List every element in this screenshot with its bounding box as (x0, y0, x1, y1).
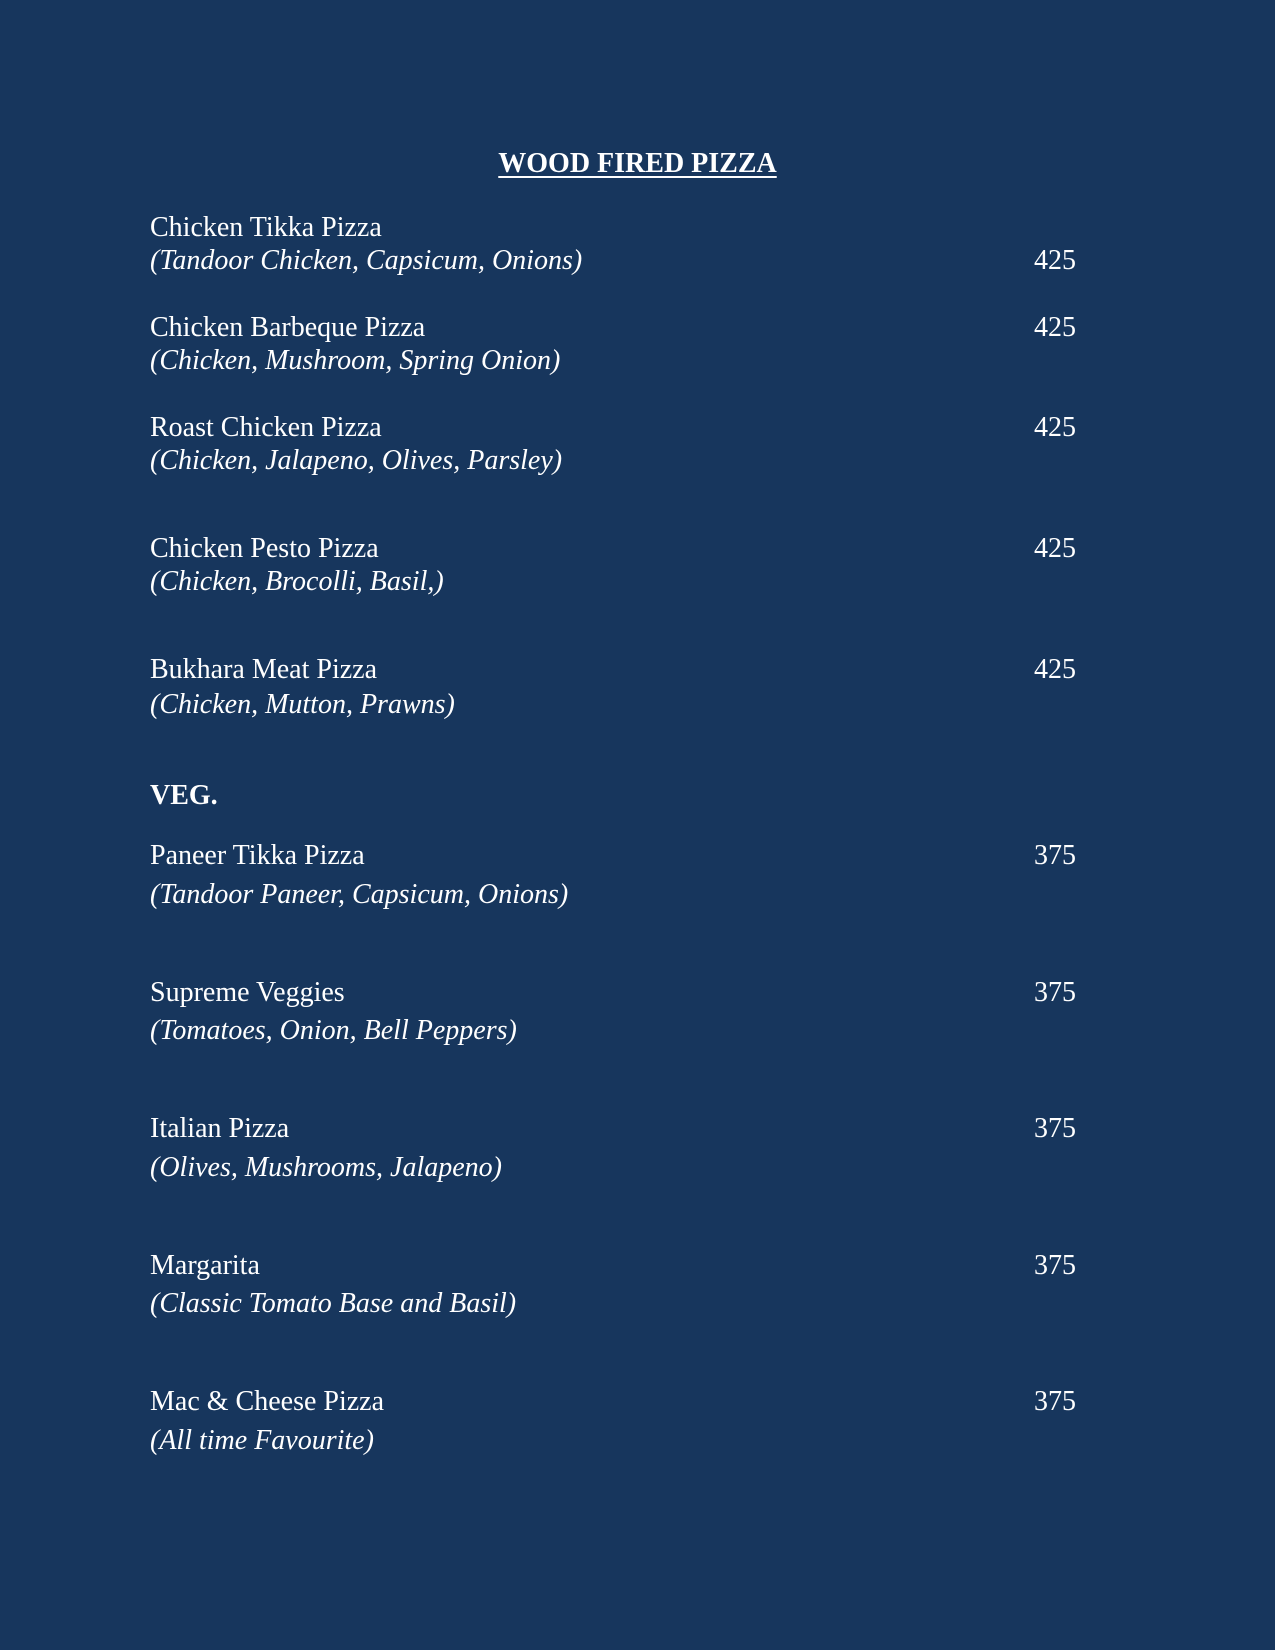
item-price: 425 (1034, 245, 1076, 276)
item-price: 375 (1034, 977, 1076, 1008)
item-name: Paneer Tikka Pizza (150, 840, 365, 871)
veg-section-heading: VEG. (150, 780, 218, 811)
page-title: WOOD FIRED PIZZA (498, 148, 777, 179)
item-name: Mac & Cheese Pizza (150, 1386, 385, 1417)
item-description: (Tandoor Chicken, Capsicum, Onions) (150, 245, 583, 276)
item-description: (Olives, Mushrooms, Jalapeno) (150, 1152, 503, 1183)
item-price: 425 (1034, 654, 1076, 685)
item-price: 425 (1034, 412, 1076, 443)
item-description: (Chicken, Mushroom, Spring Onion) (150, 345, 561, 376)
item-price: 425 (1034, 533, 1076, 564)
item-price: 375 (1034, 1386, 1076, 1417)
item-price: 425 (1034, 312, 1076, 343)
item-description: (Tandoor Paneer, Capsicum, Onions) (150, 879, 569, 910)
item-name: Chicken Tikka Pizza (150, 212, 382, 243)
item-price: 375 (1034, 1250, 1076, 1281)
item-name: Margarita (150, 1250, 260, 1281)
item-description: (Tomatoes, Onion, Bell Peppers) (150, 1015, 517, 1046)
item-name: Supreme Veggies (150, 977, 345, 1008)
item-name: Italian Pizza (150, 1113, 290, 1144)
item-description: (Chicken, Brocolli, Basil,) (150, 566, 444, 597)
item-price: 375 (1034, 840, 1076, 871)
item-price: 375 (1034, 1113, 1076, 1144)
item-name: Roast Chicken Pizza (150, 412, 382, 443)
item-name: Chicken Barbeque Pizza (150, 312, 426, 343)
item-description: (Classic Tomato Base and Basil) (150, 1288, 517, 1319)
item-description: (Chicken, Jalapeno, Olives, Parsley) (150, 445, 563, 476)
item-name: Bukhara Meat Pizza (150, 654, 378, 685)
item-description: (Chicken, Mutton, Prawns) (150, 689, 455, 720)
item-name: Chicken Pesto Pizza (150, 533, 379, 564)
item-description: (All time Favourite) (150, 1425, 374, 1456)
